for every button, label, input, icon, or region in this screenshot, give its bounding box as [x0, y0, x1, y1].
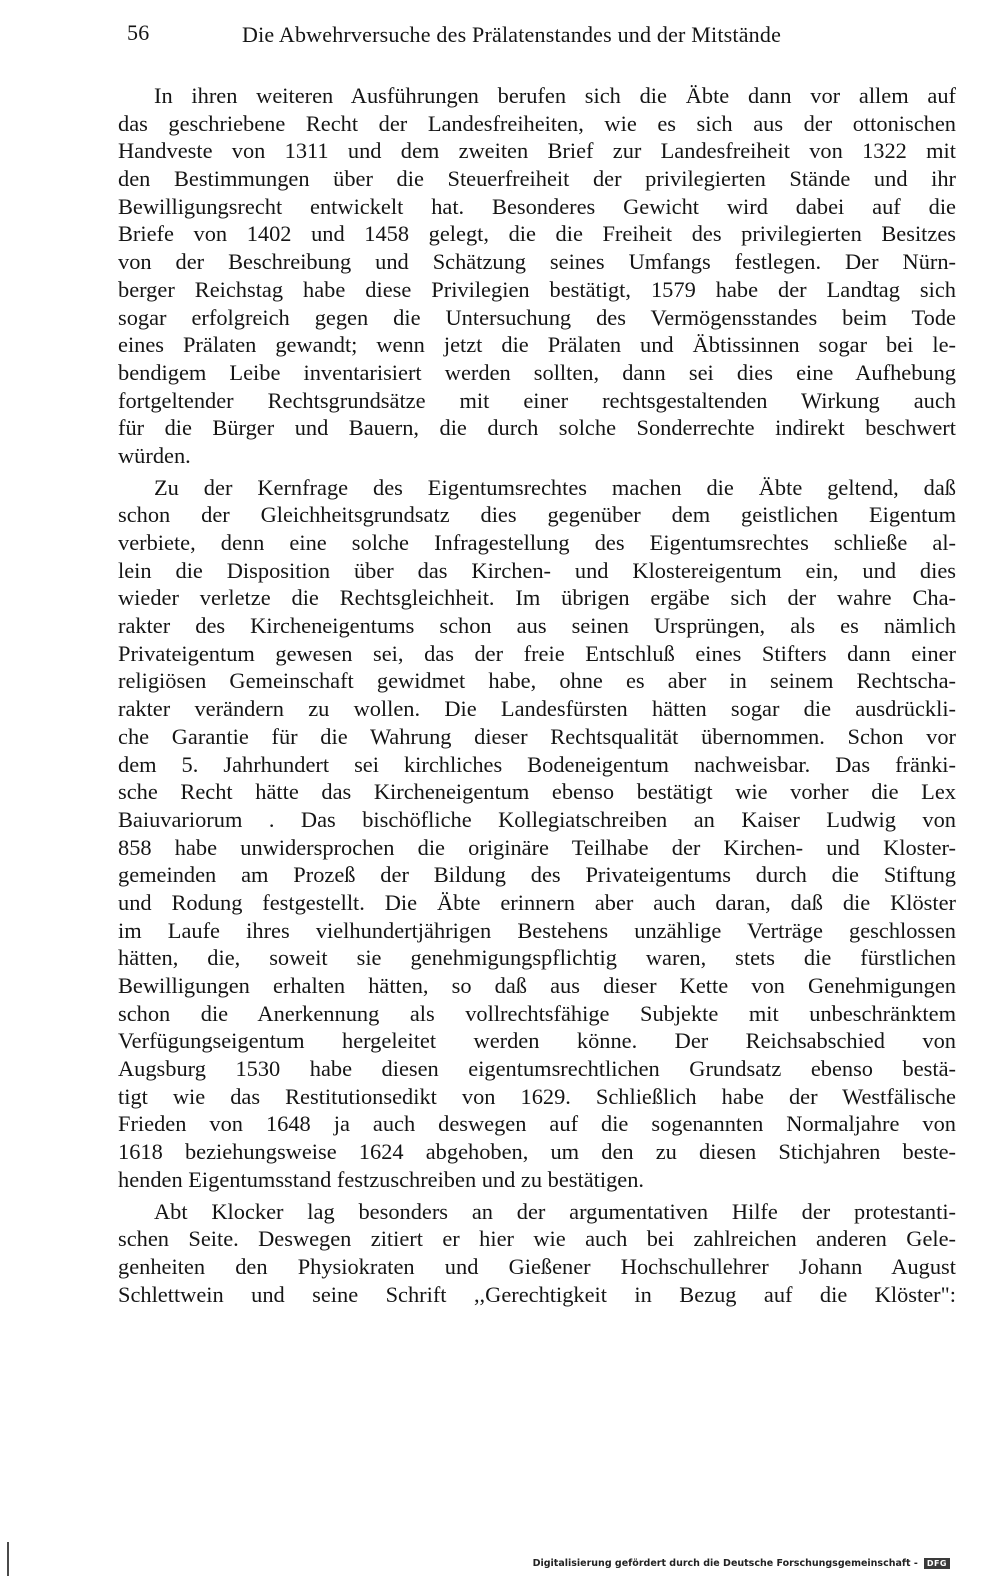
text-line: wieder verletze die Rechtsgleichheit. Im übrigen ergäbe sich der wahre Cha-: [118, 585, 956, 611]
text-line: Abt Klocker lag besonders an der argumentativen Hilfe der protestanti-: [154, 1198, 956, 1224]
text-line: Handveste von 1311 und dem zweiten Brief zur Landesfreiheit von 1322 mit: [118, 138, 956, 164]
text-line: tigt wie das Restitutionsedikt von 1629. Schließlich habe der Westfälische: [118, 1083, 956, 1109]
text-line: Schlettwein und seine Schrift ,,Gerechtigkeit in Bezug auf die Klöster":: [118, 1281, 956, 1307]
text-line: schon die Anerkennung als vollrechtsfähige Subjekte mit unbeschränktem: [118, 1000, 956, 1026]
body-text: [118, 82, 956, 1308]
text-line: eines Prälaten gewandt; wenn jetzt die Prälaten und Äbtissinnen sogar bei le-: [118, 332, 956, 358]
text-line: 858 habe unwidersprochen die originäre Teilhabe der Kirchen- und Kloster-: [118, 834, 956, 860]
text-line: schon der Gleichheitsgrundsatz dies gegenüber dem geistlichen Eigentum: [118, 502, 956, 528]
text-line: Privateigentum gewesen sei, das der freie Entschluß eines Stifters dann einer: [118, 640, 956, 666]
text-line: Briefe von 1402 und 1458 gelegt, die die Freiheit des privilegierten Besitzes: [118, 221, 956, 247]
text-line: Baiuvariorum . Das bischöfliche Kollegiatschreiben an Kaiser Ludwig von: [118, 806, 956, 832]
scan-edge-mark: [7, 1542, 9, 1576]
text-line: verbiete, denn eine solche Infragestellung des Eigentumsrechtes schließe al-: [118, 530, 956, 555]
page-number: 56: [127, 20, 150, 45]
text-line: Verfügungseigentum hergeleitet werden könne. Der Reichsabschied von: [118, 1028, 956, 1054]
running-head: Die Abwehrversuche des Prälatenstandes und der Mitstände: [242, 22, 782, 47]
text-line: Frieden von 1648 ja auch deswegen auf die sogenannten Normaljahre von: [118, 1111, 956, 1137]
text-line: Bewilligungsrecht entwickelt hat. Besonderes Gewicht wird dabei auf die: [118, 193, 956, 219]
paragraph-2: [118, 474, 956, 1194]
text-line: berger Reichstag habe diese Privilegien bestätigt, 1579 habe der Landtag sich: [118, 276, 956, 302]
text-line: für die Bürger und Bauern, die durch solche Sonderrechte indirekt beschwert: [118, 415, 956, 441]
text-line: sche Recht hätte das Kircheneigentum ebenso bestätigt wie vorher die Lex: [118, 779, 956, 805]
text-line: im Laufe ihres vielhundertjährigen Bestehens unzählige Verträge geschlossen: [118, 917, 956, 943]
text-line: würden.: [118, 442, 191, 468]
text-line: hätten, die, soweit sie genehmigungspflichtig waren, stets die fürstlichen: [118, 945, 956, 971]
text-line: In ihren weiteren Ausführungen berufen sich die Äbte dann vor allem auf: [154, 83, 956, 108]
text-line: bendigem Leibe inventarisiert werden sollten, dann sei dies eine Aufhebung: [118, 359, 956, 385]
text-line: gemeinden am Prozeß der Bildung des Privateigentums durch die Stiftung: [118, 862, 956, 888]
text-line: genheiten den Physiokraten und Gießener Hochschullehrer Johann August: [118, 1253, 956, 1279]
text-line: das geschriebene Recht der Landesfreiheiten, wie es sich aus der ottonischen: [118, 110, 956, 136]
digitization-footer: [533, 1558, 950, 1569]
text-line: von der Beschreibung und Schätzung seines Umfangs festlegen. Der Nürn-: [118, 249, 956, 275]
text-line: 1618 beziehungsweise 1624 abgehoben, um den zu diesen Stichjahren beste-: [118, 1139, 956, 1165]
text-line: Bewilligungen erhalten hätten, so daß aus dieser Kette von Genehmigungen: [118, 973, 956, 998]
text-line: den Bestimmungen über die Steuerfreiheit der privilegierten Stände und ihr: [118, 166, 956, 192]
text-line: religiösen Gemeinschaft gewidmet habe, ohne es aber in seinem Rechtscha-: [118, 668, 956, 694]
text-line: fortgeltender Rechtsgrundsätze mit einer rechtsgestaltenden Wirkung auch: [118, 387, 956, 413]
dfg-logo-icon: DFG: [924, 1558, 950, 1569]
paragraph-3: [118, 1198, 956, 1309]
text-line: schen Seite. Deswegen zitiert er hier wie auch bei zahlreichen anderen Gele-: [118, 1226, 956, 1252]
paragraph-1: [118, 82, 956, 470]
text-line: lein die Disposition über das Kirchen- und Klostereigentum ein, und dies: [118, 557, 956, 583]
footer-text: Digitalisierung gefördert durch die Deutsche Forschungsgemeinschaft -: [532, 1558, 918, 1569]
text-line: Augsburg 1530 habe diesen eigentumsrechtlichen Grundsatz ebenso bestä-: [118, 1056, 956, 1082]
text-line: dem 5. Jahrhundert sei kirchliches Bodeneigentum nachweisbar. Das fränki-: [118, 751, 956, 777]
text-line: rakter des Kircheneigentums schon aus seinen Ursprüngen, als es nämlich: [118, 613, 956, 639]
text-line: Zu der Kernfrage des Eigentumsrechtes machen die Äbte geltend, daß: [154, 474, 956, 500]
text-line: und Rodung festgestellt. Die Äbte erinnern aber auch daran, daß die Klöster: [118, 889, 956, 915]
text-line: che Garantie für die Wahrung dieser Rechtsqualität übernommen. Schon vor: [118, 723, 956, 749]
text-line: sogar erfolgreich gegen die Untersuchung des Vermögensstandes beim Tode: [118, 304, 956, 330]
text-line: rakter verändern zu wollen. Die Landesfürsten hätten sogar die ausdrückli-: [118, 696, 956, 722]
text-line: henden Eigentumsstand festzuschreiben und zu bestätigen.: [118, 1166, 645, 1192]
